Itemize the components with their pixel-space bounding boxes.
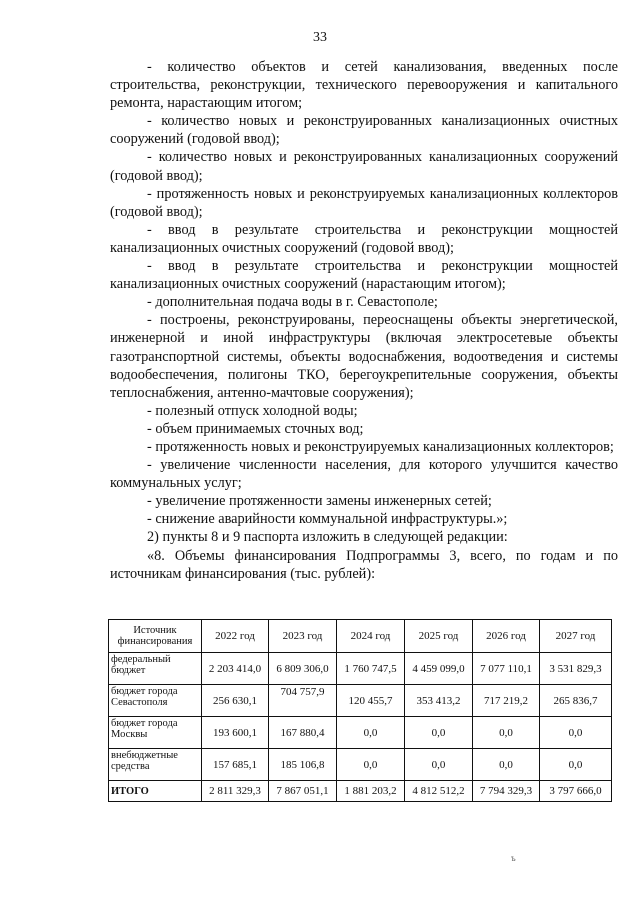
table-row (109, 653, 612, 685)
table-cell: 4 812 512,2 (405, 781, 473, 802)
table-cell: внебюджетные средства (109, 749, 202, 781)
table-cell: 0,0 (405, 717, 473, 749)
table-cell: 2 203 414,0 (202, 653, 269, 685)
table-cell: 157 685,1 (202, 749, 269, 781)
paragraph: - количество новых и реконструированных канализационных сооружений (годовой ввод); (110, 149, 618, 184)
table-cell: 120 455,7 (337, 685, 405, 717)
table-cell: 7 077 110,1 (473, 653, 540, 685)
table-cell: бюджет города Севастополя (109, 685, 202, 717)
table-cell: 1 760 747,5 (337, 653, 405, 685)
paragraph: - протяженность новых и реконструируемых канализационных коллекторов; (147, 438, 614, 455)
table-cell: 3 797 666,0 (540, 781, 612, 802)
paragraph: - протяженность новых и реконструируемых канализационных коллекторов (годовой ввод); (110, 185, 618, 220)
table-cell: 7 794 329,3 (473, 781, 540, 802)
table-cell: 256 630,1 (202, 685, 269, 717)
table-cell: 2 811 329,3 (202, 781, 269, 802)
table-header-row (109, 620, 612, 653)
table-cell: 3 531 829,3 (540, 653, 612, 685)
table-cell: 0,0 (405, 749, 473, 781)
table-cell: 185 106,8 (269, 749, 337, 781)
table-row (109, 685, 612, 717)
table-cell: 0,0 (540, 717, 612, 749)
financing-table (108, 619, 612, 802)
paragraph: - количество объектов и сетей канализования, введенных после строительства, реконструкции, технического перевооружения и капитального ремонта, нарастающим итогом; (110, 59, 618, 112)
paragraph: «8. Объемы финансирования Подпрограммы 3, всего, по годам и по источникам финансирования (тыс. рублей): (110, 547, 618, 582)
paragraph: - дополнительная подача воды в г. Севастополе; (147, 294, 438, 311)
table-cell: 704 757,9 (269, 685, 337, 717)
paragraph: - ввод в результате строительства и реконструкции мощностей канализационных очистных сооружений (нарастающим итогом); (110, 258, 618, 293)
column-header: 2024 год (337, 620, 405, 653)
paragraph: - снижение аварийности коммунальной инфраструктуры.»; (147, 511, 508, 528)
table-cell: 6 809 306,0 (269, 653, 337, 685)
table-cell: 0,0 (473, 717, 540, 749)
column-header: 2025 год (405, 620, 473, 653)
table-row (109, 717, 612, 749)
table-cell: федеральный бюджет (109, 653, 202, 685)
paragraph: - количество новых и реконструированных канализационных очистных сооружений (годовой ввод); (110, 113, 618, 148)
table-cell: 193 600,1 (202, 717, 269, 749)
footer-mark: ъ (511, 853, 516, 863)
table-cell: 717 219,2 (473, 685, 540, 717)
paragraph: 2) пункты 8 и 9 паспорта изложить в следующей редакции: (147, 529, 508, 546)
column-header: 2023 год (269, 620, 337, 653)
table-cell: 265 836,7 (540, 685, 612, 717)
page-number: 33 (313, 30, 327, 45)
table-cell: 7 867 051,1 (269, 781, 337, 802)
table-cell: 0,0 (337, 749, 405, 781)
paragraph: - увеличение протяженности замены инженерных сетей; (147, 493, 492, 510)
table-cell: 353 413,2 (405, 685, 473, 717)
paragraph: - увеличение численности населения, для которого улучшится качество коммунальных услуг; (110, 457, 618, 492)
column-header: 2027 год (540, 620, 612, 653)
table-row (109, 749, 612, 781)
table-cell: 0,0 (337, 717, 405, 749)
table-cell: 0,0 (473, 749, 540, 781)
column-header: 2022 год (202, 620, 269, 653)
table-cell: бюджет города Москвы (109, 717, 202, 749)
table-total-row (109, 781, 612, 802)
paragraph: - объем принимаемых сточных вод; (147, 420, 364, 437)
table-cell: 167 880,4 (269, 717, 337, 749)
column-header: Источник финансирования (109, 620, 202, 653)
table-cell: ИТОГО (109, 781, 202, 802)
table-cell: 0,0 (540, 749, 612, 781)
table-cell: 4 459 099,0 (405, 653, 473, 685)
paragraph: - полезный отпуск холодной воды; (147, 402, 358, 419)
paragraph: - построены, реконструированы, переоснащены объекты энергетической, инженерной и иной инфраструктуры (включая электросетевые объекты газотранспортной системы, объекты водоснабжения, водоотведения и системы водообеспечения, полигоны ТКО, берегоукрепительные сооружения, объекты теплоснабжения, антенно-мачтовые сооружения); (110, 312, 618, 401)
document-body (110, 58, 618, 583)
paragraph: - ввод в результате строительства и реконструкции мощностей канализационных очистных сооружений (годовой ввод); (110, 221, 618, 256)
column-header: 2026 год (473, 620, 540, 653)
table-cell: 1 881 203,2 (337, 781, 405, 802)
